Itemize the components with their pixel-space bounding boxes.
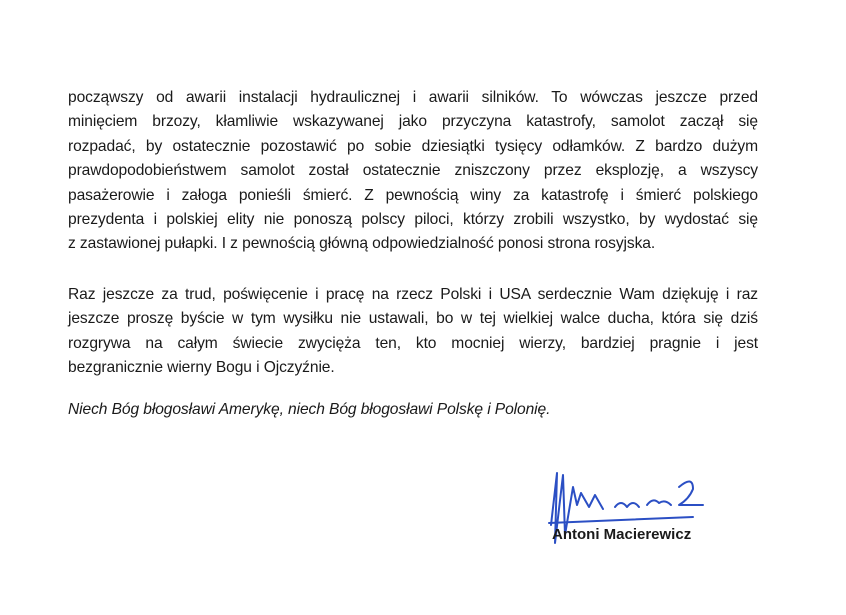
signature-stroke: [679, 481, 703, 505]
text-line: począwszy od awarii instalacji hydraulicznej i awarii silników. To wówczas jeszcze przed: [68, 89, 758, 106]
text-line: z zastawionej pułapki. I z pewnością główną odpowiedzialność ponosi strona rosyjska.: [68, 235, 656, 253]
text-line: Niech Bóg błogosławi Amerykę, niech Bóg błogosławi Polskę i Polonię.: [68, 401, 551, 418]
text-line: jeszcze proszę byście w tym wysiłku nie ustawali, bo w tej wielkiej walce ducha, która się dziś: [68, 310, 758, 328]
paragraph-thanks: [68, 283, 758, 381]
paragraph-crash-account: [68, 86, 758, 257]
signature-underline: [549, 517, 693, 523]
text-line: pasażerowie i załoga ponieśli śmierć. Z pewnością winy za katastrofę i śmierć polskiego: [68, 186, 758, 204]
text-line: minięciem brzozy, kłamliwie wskazywanej jako przyczyna katastrofy, samolot zaczął się: [68, 113, 758, 131]
text-line: Raz jeszcze za trud, poświęcenie i pracę na rzecz Polski i USA serdecznie Wam dziękuję i raz: [68, 286, 758, 303]
signature-stroke: [647, 500, 671, 505]
signatory-name: Antoni Macierewicz: [552, 526, 692, 543]
text-line: prezydenta i polskiej elity nie ponoszą polscy piloci, którzy zrobili wszystko, by wydostać się: [68, 211, 758, 229]
paragraph-blessing: [68, 398, 758, 422]
signature-stroke: [615, 503, 639, 507]
text-line: bezgranicznie wierny Bogu i Ojczyźnie.: [68, 359, 335, 377]
text-line: rozgrywa na całym świecie zwycięża ten, kto mocniej wierzy, bardziej pragnie i jest: [68, 334, 758, 352]
text-line: prawdopodobieństwem samolot został ostatecznie zniszczony przez eksplozję, a wszyscy: [68, 162, 758, 180]
text-line: rozpadać, by ostatecznie pozostawić po sobie dziesiątki tysięcy odłamków. Z bardzo dużym: [68, 137, 758, 155]
